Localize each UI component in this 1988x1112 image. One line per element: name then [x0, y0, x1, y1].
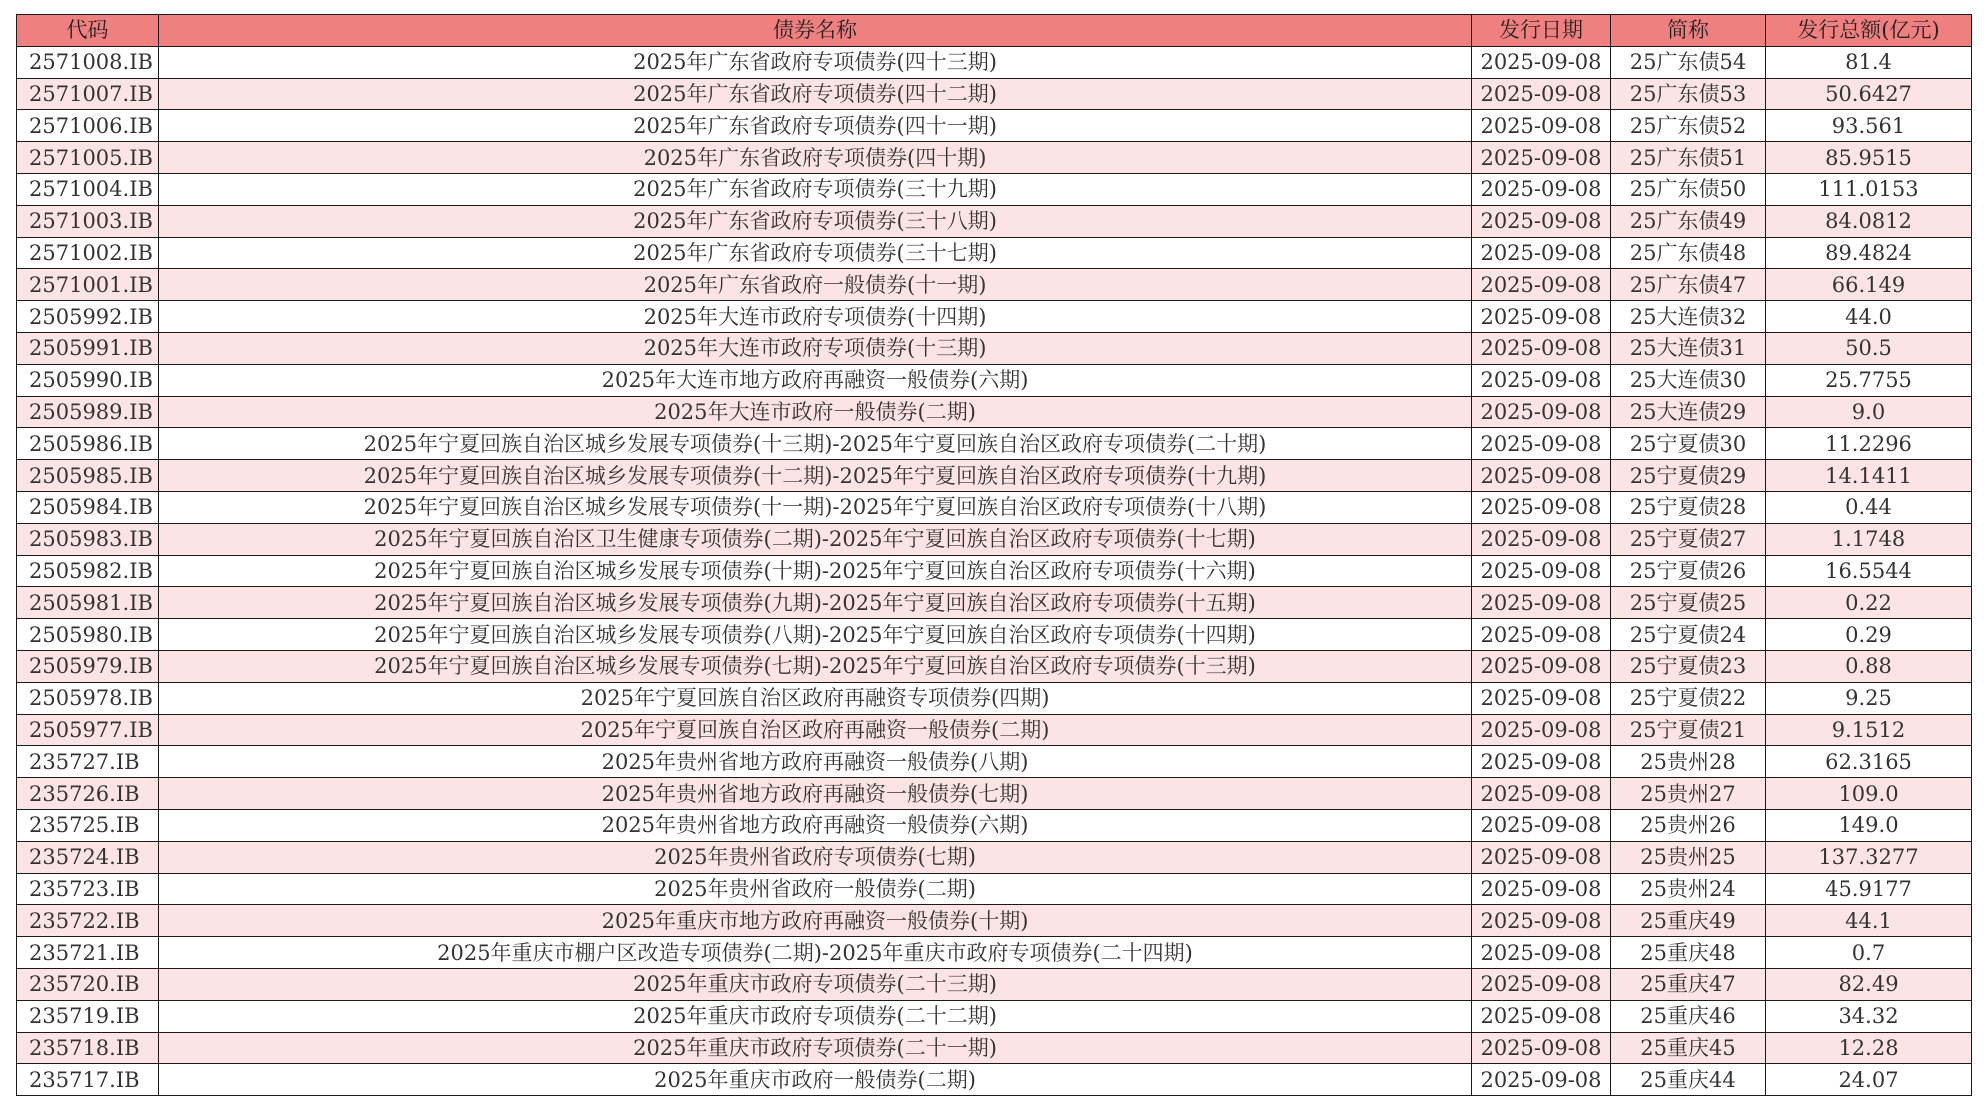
- cell-code: 2571002.IB: [17, 237, 159, 269]
- cell-code: 235727.IB: [17, 746, 159, 778]
- table-row: [17, 1064, 1972, 1096]
- cell-issue-date: 2025-09-08: [1472, 460, 1611, 492]
- cell-issue-amount: 9.1512: [1766, 714, 1972, 746]
- cell-short-name: 25宁夏债30: [1611, 428, 1766, 460]
- cell-code: 235719.IB: [17, 1000, 159, 1032]
- cell-issue-date: 2025-09-08: [1472, 809, 1611, 841]
- cell-bond-name: 2025年宁夏回族自治区城乡发展专项债券(十一期)-2025年宁夏回族自治区政府专项债券(十八期): [159, 491, 1472, 523]
- table-row: [17, 173, 1972, 205]
- table-row: [17, 523, 1972, 555]
- cell-issue-date: 2025-09-08: [1472, 332, 1611, 364]
- cell-code: 235717.IB: [17, 1064, 159, 1096]
- cell-code: 2505980.IB: [17, 619, 159, 651]
- cell-short-name: 25广东债47: [1611, 269, 1766, 301]
- cell-issue-amount: 85.9515: [1766, 142, 1972, 174]
- cell-issue-amount: 62.3165: [1766, 746, 1972, 778]
- cell-bond-name: 2025年贵州省地方政府再融资一般债券(七期): [159, 778, 1472, 810]
- cell-code: 2505983.IB: [17, 523, 159, 555]
- cell-bond-name: 2025年宁夏回族自治区城乡发展专项债券(十期)-2025年宁夏回族自治区政府专项债券(十六期): [159, 555, 1472, 587]
- cell-code: 235722.IB: [17, 905, 159, 937]
- cell-bond-name: 2025年宁夏回族自治区城乡发展专项债券(八期)-2025年宁夏回族自治区政府专项债券(十四期): [159, 619, 1472, 651]
- table-row: [17, 205, 1972, 237]
- cell-code: 235726.IB: [17, 778, 159, 810]
- cell-short-name: 25宁夏债26: [1611, 555, 1766, 587]
- cell-issue-date: 2025-09-08: [1472, 269, 1611, 301]
- cell-code: 235724.IB: [17, 841, 159, 873]
- cell-issue-date: 2025-09-08: [1472, 491, 1611, 523]
- table-row: [17, 142, 1972, 174]
- cell-bond-name: 2025年广东省政府一般债券(十一期): [159, 269, 1472, 301]
- cell-short-name: 25重庆47: [1611, 968, 1766, 1000]
- cell-issue-date: 2025-09-08: [1472, 428, 1611, 460]
- cell-issue-amount: 44.0: [1766, 301, 1972, 333]
- cell-short-name: 25广东债53: [1611, 78, 1766, 110]
- cell-issue-date: 2025-09-08: [1472, 873, 1611, 905]
- cell-issue-date: 2025-09-08: [1472, 78, 1611, 110]
- cell-bond-name: 2025年广东省政府专项债券(三十八期): [159, 205, 1472, 237]
- cell-bond-name: 2025年贵州省地方政府再融资一般债券(六期): [159, 809, 1472, 841]
- cell-short-name: 25重庆49: [1611, 905, 1766, 937]
- table-body: [17, 46, 1972, 1095]
- cell-bond-name: 2025年贵州省政府专项债券(七期): [159, 841, 1472, 873]
- table-row: [17, 809, 1972, 841]
- cell-issue-amount: 45.9177: [1766, 873, 1972, 905]
- table-row: [17, 555, 1972, 587]
- cell-issue-amount: 89.4824: [1766, 237, 1972, 269]
- cell-short-name: 25广东债49: [1611, 205, 1766, 237]
- cell-short-name: 25宁夏债21: [1611, 714, 1766, 746]
- header-short-name: 简称: [1611, 15, 1766, 47]
- table-row: [17, 301, 1972, 333]
- cell-bond-name: 2025年宁夏回族自治区城乡发展专项债券(九期)-2025年宁夏回族自治区政府专项债券(十五期): [159, 587, 1472, 619]
- table-row: [17, 682, 1972, 714]
- cell-bond-name: 2025年广东省政府专项债券(四十三期): [159, 46, 1472, 78]
- table-row: [17, 778, 1972, 810]
- bond-issuance-table: [16, 14, 1972, 1096]
- cell-issue-date: 2025-09-08: [1472, 555, 1611, 587]
- cell-issue-date: 2025-09-08: [1472, 237, 1611, 269]
- cell-issue-date: 2025-09-08: [1472, 778, 1611, 810]
- cell-short-name: 25宁夏债23: [1611, 650, 1766, 682]
- cell-short-name: 25大连债31: [1611, 332, 1766, 364]
- cell-issue-amount: 81.4: [1766, 46, 1972, 78]
- cell-short-name: 25广东债51: [1611, 142, 1766, 174]
- cell-bond-name: 2025年大连市政府专项债券(十四期): [159, 301, 1472, 333]
- cell-bond-name: 2025年广东省政府专项债券(四十期): [159, 142, 1472, 174]
- cell-short-name: 25大连债32: [1611, 301, 1766, 333]
- table-row: [17, 460, 1972, 492]
- cell-bond-name: 2025年宁夏回族自治区政府再融资一般债券(二期): [159, 714, 1472, 746]
- table-row: [17, 746, 1972, 778]
- cell-issue-amount: 12.28: [1766, 1032, 1972, 1064]
- cell-short-name: 25贵州28: [1611, 746, 1766, 778]
- cell-short-name: 25广东债48: [1611, 237, 1766, 269]
- cell-code: 2505985.IB: [17, 460, 159, 492]
- table-row: [17, 46, 1972, 78]
- cell-issue-date: 2025-09-08: [1472, 301, 1611, 333]
- cell-code: 235725.IB: [17, 809, 159, 841]
- cell-bond-name: 2025年宁夏回族自治区城乡发展专项债券(十二期)-2025年宁夏回族自治区政府专项债券(十九期): [159, 460, 1472, 492]
- cell-short-name: 25重庆48: [1611, 937, 1766, 969]
- cell-issue-amount: 50.6427: [1766, 78, 1972, 110]
- cell-bond-name: 2025年广东省政府专项债券(四十二期): [159, 78, 1472, 110]
- cell-code: 2571004.IB: [17, 173, 159, 205]
- cell-bond-name: 2025年重庆市政府专项债券(二十二期): [159, 1000, 1472, 1032]
- cell-issue-date: 2025-09-08: [1472, 142, 1611, 174]
- cell-issue-date: 2025-09-08: [1472, 110, 1611, 142]
- header-issue-date: 发行日期: [1472, 15, 1611, 47]
- cell-issue-date: 2025-09-08: [1472, 1000, 1611, 1032]
- cell-short-name: 25大连债29: [1611, 396, 1766, 428]
- cell-bond-name: 2025年重庆市棚户区改造专项债券(二期)-2025年重庆市政府专项债券(二十四期): [159, 937, 1472, 969]
- header-issue-amount: 发行总额(亿元): [1766, 15, 1972, 47]
- cell-short-name: 25重庆44: [1611, 1064, 1766, 1096]
- cell-short-name: 25宁夏债25: [1611, 587, 1766, 619]
- cell-issue-date: 2025-09-08: [1472, 841, 1611, 873]
- table-row: [17, 491, 1972, 523]
- table-row: [17, 237, 1972, 269]
- cell-issue-date: 2025-09-08: [1472, 746, 1611, 778]
- cell-code: 2505986.IB: [17, 428, 159, 460]
- header-row: [17, 15, 1972, 47]
- table-row: [17, 364, 1972, 396]
- cell-issue-date: 2025-09-08: [1472, 968, 1611, 1000]
- cell-bond-name: 2025年广东省政府专项债券(三十七期): [159, 237, 1472, 269]
- cell-issue-date: 2025-09-08: [1472, 173, 1611, 205]
- cell-bond-name: 2025年重庆市政府一般债券(二期): [159, 1064, 1472, 1096]
- cell-issue-amount: 109.0: [1766, 778, 1972, 810]
- cell-bond-name: 2025年大连市政府专项债券(十三期): [159, 332, 1472, 364]
- table-row: [17, 110, 1972, 142]
- table-row: [17, 619, 1972, 651]
- table-row: [17, 650, 1972, 682]
- cell-issue-date: 2025-09-08: [1472, 1032, 1611, 1064]
- cell-bond-name: 2025年宁夏回族自治区卫生健康专项债券(二期)-2025年宁夏回族自治区政府专项债券(十七期): [159, 523, 1472, 555]
- cell-bond-name: 2025年广东省政府专项债券(四十一期): [159, 110, 1472, 142]
- cell-issue-amount: 0.7: [1766, 937, 1972, 969]
- table-row: [17, 968, 1972, 1000]
- cell-short-name: 25大连债30: [1611, 364, 1766, 396]
- cell-issue-date: 2025-09-08: [1472, 619, 1611, 651]
- cell-issue-amount: 111.0153: [1766, 173, 1972, 205]
- cell-code: 2571007.IB: [17, 78, 159, 110]
- cell-issue-amount: 16.5544: [1766, 555, 1972, 587]
- cell-issue-amount: 24.07: [1766, 1064, 1972, 1096]
- cell-issue-date: 2025-09-08: [1472, 937, 1611, 969]
- cell-short-name: 25重庆45: [1611, 1032, 1766, 1064]
- cell-issue-amount: 149.0: [1766, 809, 1972, 841]
- table-row: [17, 396, 1972, 428]
- table-row: [17, 841, 1972, 873]
- cell-issue-date: 2025-09-08: [1472, 682, 1611, 714]
- cell-code: 2505982.IB: [17, 555, 159, 587]
- cell-code: 2505991.IB: [17, 332, 159, 364]
- cell-code: 2571003.IB: [17, 205, 159, 237]
- cell-short-name: 25重庆46: [1611, 1000, 1766, 1032]
- cell-code: 2505989.IB: [17, 396, 159, 428]
- cell-code: 2505979.IB: [17, 650, 159, 682]
- cell-short-name: 25贵州25: [1611, 841, 1766, 873]
- cell-code: 2505984.IB: [17, 491, 159, 523]
- cell-code: 2571005.IB: [17, 142, 159, 174]
- table-row: [17, 1000, 1972, 1032]
- cell-short-name: 25宁夏债24: [1611, 619, 1766, 651]
- cell-issue-amount: 84.0812: [1766, 205, 1972, 237]
- table-row: [17, 428, 1972, 460]
- cell-code: 2571006.IB: [17, 110, 159, 142]
- cell-code: 2505977.IB: [17, 714, 159, 746]
- header-bond-name: 债券名称: [159, 15, 1472, 47]
- cell-issue-date: 2025-09-08: [1472, 364, 1611, 396]
- cell-bond-name: 2025年重庆市政府专项债券(二十一期): [159, 1032, 1472, 1064]
- cell-issue-amount: 11.2296: [1766, 428, 1972, 460]
- cell-issue-amount: 0.29: [1766, 619, 1972, 651]
- cell-bond-name: 2025年贵州省政府一般债券(二期): [159, 873, 1472, 905]
- cell-bond-name: 2025年宁夏回族自治区城乡发展专项债券(十三期)-2025年宁夏回族自治区政府专项债券(二十期): [159, 428, 1472, 460]
- cell-issue-amount: 25.7755: [1766, 364, 1972, 396]
- cell-issue-amount: 0.22: [1766, 587, 1972, 619]
- cell-issue-amount: 44.1: [1766, 905, 1972, 937]
- cell-short-name: 25贵州26: [1611, 809, 1766, 841]
- cell-issue-amount: 50.5: [1766, 332, 1972, 364]
- cell-short-name: 25宁夏债28: [1611, 491, 1766, 523]
- table-row: [17, 269, 1972, 301]
- table-row: [17, 1032, 1972, 1064]
- table-row: [17, 873, 1972, 905]
- cell-issue-amount: 34.32: [1766, 1000, 1972, 1032]
- cell-issue-amount: 1.1748: [1766, 523, 1972, 555]
- table-row: [17, 905, 1972, 937]
- cell-code: 2571008.IB: [17, 46, 159, 78]
- cell-issue-amount: 0.44: [1766, 491, 1972, 523]
- cell-short-name: 25宁夏债29: [1611, 460, 1766, 492]
- cell-issue-date: 2025-09-08: [1472, 650, 1611, 682]
- cell-code: 235718.IB: [17, 1032, 159, 1064]
- table-row: [17, 78, 1972, 110]
- table-row: [17, 332, 1972, 364]
- cell-code: 2505990.IB: [17, 364, 159, 396]
- cell-issue-date: 2025-09-08: [1472, 905, 1611, 937]
- cell-issue-amount: 14.1411: [1766, 460, 1972, 492]
- cell-short-name: 25贵州27: [1611, 778, 1766, 810]
- cell-issue-date: 2025-09-08: [1472, 396, 1611, 428]
- cell-code: 2505978.IB: [17, 682, 159, 714]
- cell-issue-date: 2025-09-08: [1472, 587, 1611, 619]
- cell-short-name: 25贵州24: [1611, 873, 1766, 905]
- cell-issue-amount: 9.0: [1766, 396, 1972, 428]
- cell-code: 235721.IB: [17, 937, 159, 969]
- table-row: [17, 587, 1972, 619]
- cell-short-name: 25广东债52: [1611, 110, 1766, 142]
- cell-bond-name: 2025年大连市地方政府再融资一般债券(六期): [159, 364, 1472, 396]
- cell-short-name: 25宁夏债22: [1611, 682, 1766, 714]
- table-row: [17, 714, 1972, 746]
- cell-short-name: 25广东债54: [1611, 46, 1766, 78]
- cell-issue-amount: 9.25: [1766, 682, 1972, 714]
- cell-code: 2505992.IB: [17, 301, 159, 333]
- cell-bond-name: 2025年广东省政府专项债券(三十九期): [159, 173, 1472, 205]
- cell-issue-amount: 137.3277: [1766, 841, 1972, 873]
- cell-issue-amount: 82.49: [1766, 968, 1972, 1000]
- cell-issue-date: 2025-09-08: [1472, 205, 1611, 237]
- cell-bond-name: 2025年重庆市政府专项债券(二十三期): [159, 968, 1472, 1000]
- cell-issue-amount: 0.88: [1766, 650, 1972, 682]
- cell-code: 2505981.IB: [17, 587, 159, 619]
- cell-short-name: 25宁夏债27: [1611, 523, 1766, 555]
- cell-code: 2571001.IB: [17, 269, 159, 301]
- cell-issue-amount: 93.561: [1766, 110, 1972, 142]
- table-row: [17, 937, 1972, 969]
- cell-issue-date: 2025-09-08: [1472, 1064, 1611, 1096]
- cell-issue-date: 2025-09-08: [1472, 46, 1611, 78]
- header-code: 代码: [17, 15, 159, 47]
- cell-bond-name: 2025年重庆市地方政府再融资一般债券(十期): [159, 905, 1472, 937]
- cell-issue-date: 2025-09-08: [1472, 714, 1611, 746]
- cell-bond-name: 2025年贵州省地方政府再融资一般债券(八期): [159, 746, 1472, 778]
- cell-bond-name: 2025年大连市政府一般债券(二期): [159, 396, 1472, 428]
- cell-issue-date: 2025-09-08: [1472, 523, 1611, 555]
- cell-code: 235723.IB: [17, 873, 159, 905]
- cell-bond-name: 2025年宁夏回族自治区城乡发展专项债券(七期)-2025年宁夏回族自治区政府专项债券(十三期): [159, 650, 1472, 682]
- cell-code: 235720.IB: [17, 968, 159, 1000]
- cell-issue-amount: 66.149: [1766, 269, 1972, 301]
- table-header: [17, 15, 1972, 47]
- cell-bond-name: 2025年宁夏回族自治区政府再融资专项债券(四期): [159, 682, 1472, 714]
- cell-short-name: 25广东债50: [1611, 173, 1766, 205]
